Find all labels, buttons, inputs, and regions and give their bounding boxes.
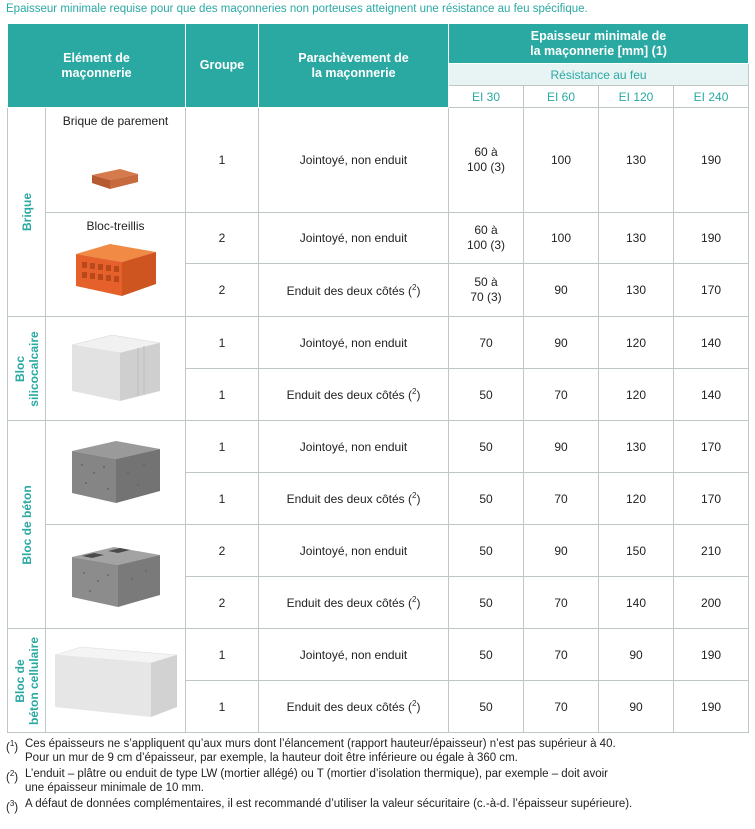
finish-cell: Jointoyé, non enduit bbox=[259, 629, 449, 681]
ei240-cell: 190 bbox=[674, 629, 749, 681]
ei30-cell: 50 bbox=[449, 369, 524, 421]
header-epaisseur: Epaisseur minimale de la maçonnerie [mm] (1) bbox=[449, 24, 749, 64]
finish-cell: Jointoyé, non enduit bbox=[259, 108, 449, 213]
ei240-cell: 140 bbox=[674, 317, 749, 369]
table-row bbox=[8, 421, 749, 473]
ei60-cell: 70 bbox=[524, 629, 599, 681]
groupe-cell: 1 bbox=[186, 369, 259, 421]
ei240-cell: 190 bbox=[674, 108, 749, 213]
table-row bbox=[8, 525, 749, 577]
footnote-2: ($^2$) L’enduit – plâtre ou enduit de type LW (mortier allégé) ou T (mortier d’isolation thermique), par exemple – doit avoir une épaisseur minimale de 10 mm. bbox=[6, 768, 608, 794]
ei120-cell: 90 bbox=[599, 681, 674, 733]
finish-cell: Jointoyé, non enduit bbox=[259, 421, 449, 473]
hollow-concrete-block-image bbox=[68, 541, 164, 615]
table-caption: Epaisseur minimale requise pour que des maçonneries non porteuses atteignent une résistance au feu spécifique. bbox=[6, 3, 588, 15]
facing-brick-image bbox=[90, 166, 140, 192]
ei120-cell: 140 bbox=[599, 577, 674, 629]
finish-cell: Enduit des deux côtés ($^2$) bbox=[259, 681, 449, 733]
finish-cell: Enduit des deux côtés ($^2$) bbox=[259, 369, 449, 421]
groupe-cell: 1 bbox=[186, 473, 259, 525]
ei240-cell: 140 bbox=[674, 369, 749, 421]
finish-cell: Jointoyé, non enduit bbox=[259, 525, 449, 577]
ei60-cell: 90 bbox=[524, 421, 599, 473]
header-groupe: Groupe bbox=[186, 24, 259, 108]
ei30-cell: 70 bbox=[449, 317, 524, 369]
sand-lime-block-image bbox=[68, 329, 164, 407]
ei240-cell: 190 bbox=[674, 681, 749, 733]
ei30-cell: 50 bbox=[449, 473, 524, 525]
header-parachevement: Parachèvement de la maçonnerie bbox=[259, 24, 449, 108]
ei120-cell: 150 bbox=[599, 525, 674, 577]
aac-block-image bbox=[51, 641, 181, 723]
groupe-cell: 2 bbox=[186, 213, 259, 264]
ei30-cell: 50 bbox=[449, 421, 524, 473]
ei120-cell: 120 bbox=[599, 369, 674, 421]
category-beton: Bloc de béton bbox=[8, 421, 46, 629]
ei240-cell: 210 bbox=[674, 525, 749, 577]
ei60-cell: 70 bbox=[524, 369, 599, 421]
header-ei60: EI 60 bbox=[524, 86, 599, 108]
finish-cell: Jointoyé, non enduit bbox=[259, 213, 449, 264]
ei120-cell: 130 bbox=[599, 264, 674, 317]
header-ei120: EI 120 bbox=[599, 86, 674, 108]
ei120-cell: 90 bbox=[599, 629, 674, 681]
footnote-1: ($^1$) Ces épaisseurs ne s’appliquent qu’aux murs dont l’élancement (rapport hauteur/épaisseur) n’est pas supérieur à 40. Pour un mur de 9 cm d’épaisseur, par exemple, la hauteur doit être inférieure ou égale à 360 cm. bbox=[6, 738, 616, 764]
ei30-cell: 50 à 70 (3) bbox=[449, 264, 524, 317]
category-beton-cellulaire: Bloc de béton cellulaire bbox=[8, 629, 46, 733]
element-silicocalcaire bbox=[46, 317, 186, 421]
ei120-cell: 130 bbox=[599, 213, 674, 264]
element-bloc-beton bbox=[46, 421, 186, 525]
ei30-cell: 60 à 100 (3) bbox=[449, 213, 524, 264]
ei30-cell: 50 bbox=[449, 681, 524, 733]
table-row bbox=[8, 629, 749, 681]
ei60-cell: 70 bbox=[524, 473, 599, 525]
groupe-cell: 2 bbox=[186, 264, 259, 317]
ei30-cell: 50 bbox=[449, 525, 524, 577]
header-element: Elément de maçonnerie bbox=[8, 24, 186, 108]
header-resistance: Résistance au feu bbox=[449, 64, 749, 86]
groupe-cell: 1 bbox=[186, 317, 259, 369]
table-row bbox=[8, 213, 749, 264]
ei240-cell: 190 bbox=[674, 213, 749, 264]
table-row bbox=[8, 108, 749, 213]
groupe-cell: 1 bbox=[186, 421, 259, 473]
ei60-cell: 90 bbox=[524, 264, 599, 317]
element-bloc-treillis: Bloc-treillis bbox=[46, 213, 186, 317]
groupe-cell: 2 bbox=[186, 577, 259, 629]
element-beton-cellulaire bbox=[46, 629, 186, 733]
category-silicocalcaire: Bloc silicocalcaire bbox=[8, 317, 46, 421]
ei240-cell: 170 bbox=[674, 421, 749, 473]
ei60-cell: 70 bbox=[524, 577, 599, 629]
finish-cell: Enduit des deux côtés ($^2$) bbox=[259, 577, 449, 629]
ei60-cell: 100 bbox=[524, 108, 599, 213]
finish-cell: Enduit des deux côtés ($^2$) bbox=[259, 473, 449, 525]
groupe-cell: 2 bbox=[186, 525, 259, 577]
ei120-cell: 120 bbox=[599, 473, 674, 525]
category-brique: Brique bbox=[8, 108, 46, 317]
ei240-cell: 170 bbox=[674, 264, 749, 317]
element-bloc-beton-creux bbox=[46, 525, 186, 629]
ei60-cell: 100 bbox=[524, 213, 599, 264]
groupe-cell: 1 bbox=[186, 629, 259, 681]
ei60-cell: 90 bbox=[524, 525, 599, 577]
concrete-block-image bbox=[68, 437, 164, 511]
fire-resistance-table bbox=[7, 23, 749, 733]
finish-cell: Jointoyé, non enduit bbox=[259, 317, 449, 369]
table-row bbox=[8, 317, 749, 369]
ei240-cell: 200 bbox=[674, 577, 749, 629]
ei30-cell: 50 bbox=[449, 629, 524, 681]
ei120-cell: 130 bbox=[599, 108, 674, 213]
ei240-cell: 170 bbox=[674, 473, 749, 525]
ei30-cell: 50 bbox=[449, 577, 524, 629]
ei60-cell: 70 bbox=[524, 681, 599, 733]
groupe-cell: 1 bbox=[186, 681, 259, 733]
perforated-clay-block-image bbox=[74, 240, 158, 300]
ei120-cell: 130 bbox=[599, 421, 674, 473]
footnotes bbox=[6, 737, 748, 817]
finish-cell: Enduit des deux côtés ($^2$) bbox=[259, 264, 449, 317]
ei120-cell: 120 bbox=[599, 317, 674, 369]
element-brique-parement: Brique de parement bbox=[46, 108, 186, 213]
ei60-cell: 90 bbox=[524, 317, 599, 369]
ei30-cell: 60 à 100 (3) bbox=[449, 108, 524, 213]
groupe-cell: 1 bbox=[186, 108, 259, 213]
header-ei30: EI 30 bbox=[449, 86, 524, 108]
header-ei240: EI 240 bbox=[674, 86, 749, 108]
footnote-3: ($^3$) A défaut de données complémentaires, il est recommandé d’utiliser la valeur sécuritaire (c.-à-d. l’épaisseur supérieure). bbox=[6, 798, 633, 814]
